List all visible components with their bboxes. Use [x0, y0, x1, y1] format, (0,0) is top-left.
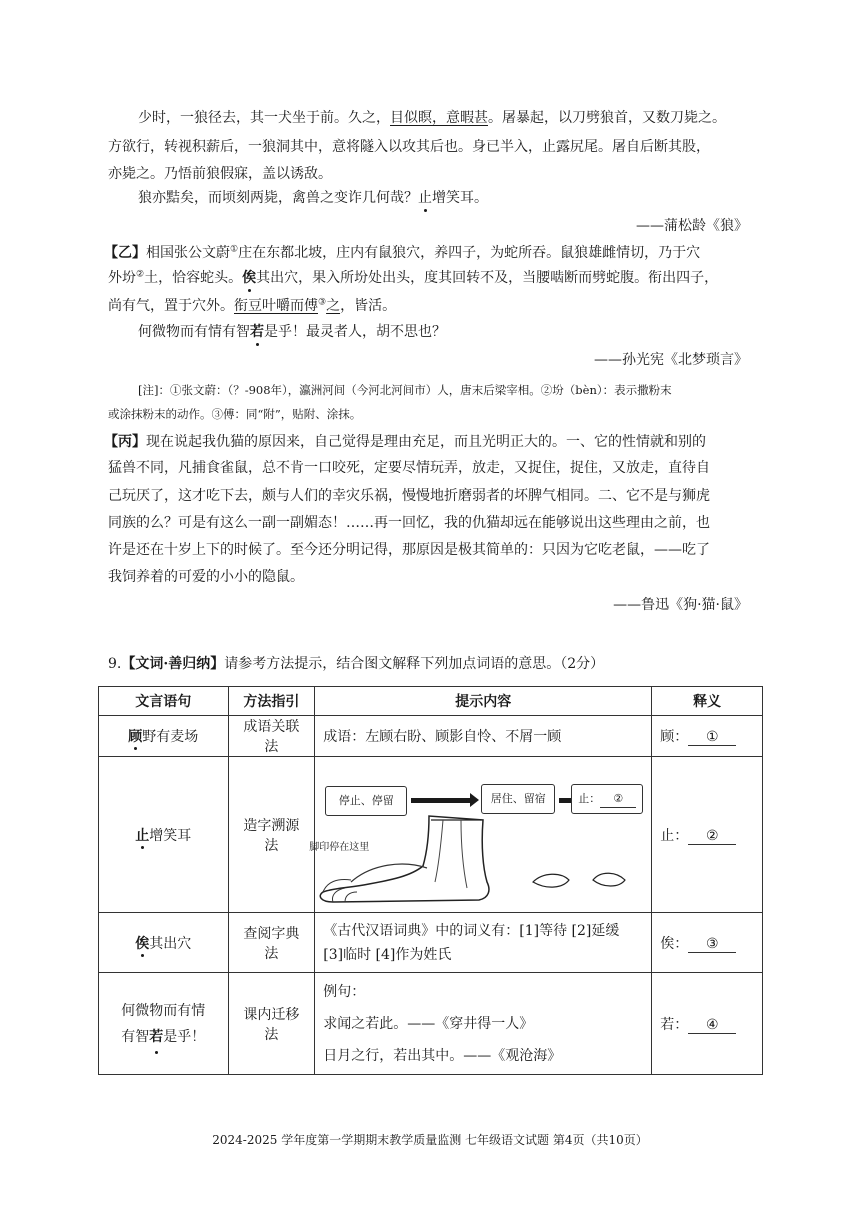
character-origin-diagram — [311, 764, 643, 906]
passage-bing-line-2: 猛兽不同，凡捕食雀鼠，总不肯一口咬死，定要尽情玩弄，放走，又捉住，捉住，又放走，直待自 — [108, 460, 710, 476]
passage-jia-line-4: 狼亦黠矣，而顷刻两毙，禽兽之变诈几何哉？止增笑耳。 — [138, 190, 488, 206]
table-header-row — [99, 687, 763, 716]
table-row — [99, 757, 763, 913]
passage-jia-line-2: 方欲行，转视积薪后，一狼洞其中，意将隧入以攻其后也。身已半入，止露尻尾。屠自后断其股， — [108, 139, 710, 155]
passage-yi-line-3: 尚有气，置于穴外。衔豆叶嚼而傅③之，皆活。 — [108, 297, 397, 314]
sentence-cell: 顾野有麦场 — [99, 716, 229, 757]
table-header: 释义 — [652, 687, 763, 716]
foot-label: 脚印停在这里 — [309, 841, 370, 853]
passage-jia-line-3: 亦毙之。乃悟前狼假寐，盖以诱敌。 — [108, 166, 332, 182]
answer-blank[interactable]: ③ — [688, 936, 736, 953]
table-header: 方法指引 — [228, 687, 315, 716]
passage-bing-line-4: 同族的么？可是有这么一副一副媚态！……再一回忆，我的仇猫却远在能够说出这些理由之前，也 — [108, 515, 710, 531]
answer-blank[interactable]: ② — [688, 828, 736, 845]
method-cell: 造字溯源法 — [228, 757, 315, 913]
answer-cell: 顾： ① — [652, 716, 763, 757]
answer-cell: 止： ② — [652, 757, 763, 913]
arrow-icon — [411, 798, 471, 803]
answer-cell: 俟： ③ — [652, 913, 763, 973]
meaning-box-2: 居住、留宿 — [481, 784, 555, 814]
answer-blank[interactable]: ④ — [688, 1017, 736, 1034]
meaning-box-1: 停止、停留 — [325, 786, 407, 816]
method-cell: 成语关联法 — [228, 716, 315, 757]
sentence-cell: 止增笑耳 — [99, 757, 229, 913]
passage-jia-source: ——蒲松龄《狼》 — [636, 218, 748, 234]
passage-jia-line-1: 少时，一狼径去，其一犬坐于前。久之，目似瞑，意暇甚。屠暴起，以刀劈狼首，又数刀毙之。 — [138, 110, 726, 126]
passage-yi-line-2: 外坋②土，恰容蛇头。俟其出穴，果入所坋处出头，度其回转不及，当腰啮断而劈蛇腹。衔出四子， — [108, 269, 719, 286]
table-header: 提示内容 — [315, 687, 652, 716]
sentence-cell: 何微物而有情 有智若是乎！ — [99, 973, 229, 1075]
passage-yi-line-4: 何微物而有情有智若是乎！最灵者人，胡不思也？ — [138, 324, 446, 340]
table-row — [99, 913, 763, 973]
hint-cell: 例句： 求闻之若此。——《穿井得一人》 日月之行，若出其中。——《观沧海》 — [315, 973, 652, 1075]
page-footer: 2024-2025 学年度第一学期期末教学质量监测 七年级语文试题 第4页（共10页） — [212, 1133, 648, 1147]
question-9: 9.【文词·善归纳】请参考方法提示，结合图文解释下列加点词语的意思。（2分） — [108, 656, 605, 672]
dotted-word: 若 — [250, 324, 264, 340]
table-header: 文言语句 — [99, 687, 229, 716]
dotted-word: 止 — [418, 190, 432, 206]
method-cell: 查阅字典法 — [228, 913, 315, 973]
table-row — [99, 716, 763, 757]
hint-cell: 成语：左顾右盼、顾影自怜、不屑一顾 — [315, 716, 652, 757]
passage-yi-source: ——孙光宪《北梦琐言》 — [594, 352, 748, 368]
dotted-word: 俟 — [242, 270, 257, 286]
passage-bing-line-1: 【丙】现在说起我仇猫的原因来，自己觉得是理由充足，而且光明正大的。一、它的性情就和别的 — [104, 434, 706, 450]
meaning-box-3: 止： ② — [571, 784, 643, 814]
answer-cell: 若： ④ — [652, 973, 763, 1075]
method-cell: 课内迁移法 — [228, 973, 315, 1075]
passage-bing-line-6: 我饲养着的可爱的小小的隐鼠。 — [108, 569, 304, 585]
sentence-cell: 俟其出穴 — [99, 913, 229, 973]
hint-cell — [309, 757, 652, 913]
hint-cell: 《古代汉语词典》中的词义有：[1]等待 [2]延缓 [3]临时 [4]作为姓氏 — [315, 913, 652, 973]
table-row — [99, 973, 763, 1075]
passage-yi-note-2: 或涂抹粉末的动作。③傅：同“附”，贴附、涂抹。 — [108, 407, 362, 421]
passage-yi-line-1: 【乙】相国张公文蔚①庄在东都北坡，庄内有鼠狼穴，养四子，为蛇所吞。鼠狼雄雌情切，乃于穴 — [104, 244, 701, 261]
passage-bing-source: ——鲁迅《狗·猫·鼠》 — [613, 597, 748, 613]
answer-blank[interactable]: ① — [688, 729, 736, 746]
passage-bing-line-5: 许是还在十岁上下的时候了。至今还分明记得，那原因是极其简单的：只因为它吃老鼠，——吃了 — [108, 542, 710, 558]
question-table — [98, 686, 763, 1075]
passage-bing-line-3: 己玩厌了，这才吃下去，颇与人们的幸灾乐祸，慢慢地折磨弱者的坏脾气相同。二、它不是与狮虎 — [108, 488, 710, 504]
passage-yi-note-1: [注]：①张文蔚：（？-908年），瀛洲河间（今河北河间市）人，唐末后梁宰相。②坋（bèn）：表示撒粉末 — [138, 383, 672, 397]
